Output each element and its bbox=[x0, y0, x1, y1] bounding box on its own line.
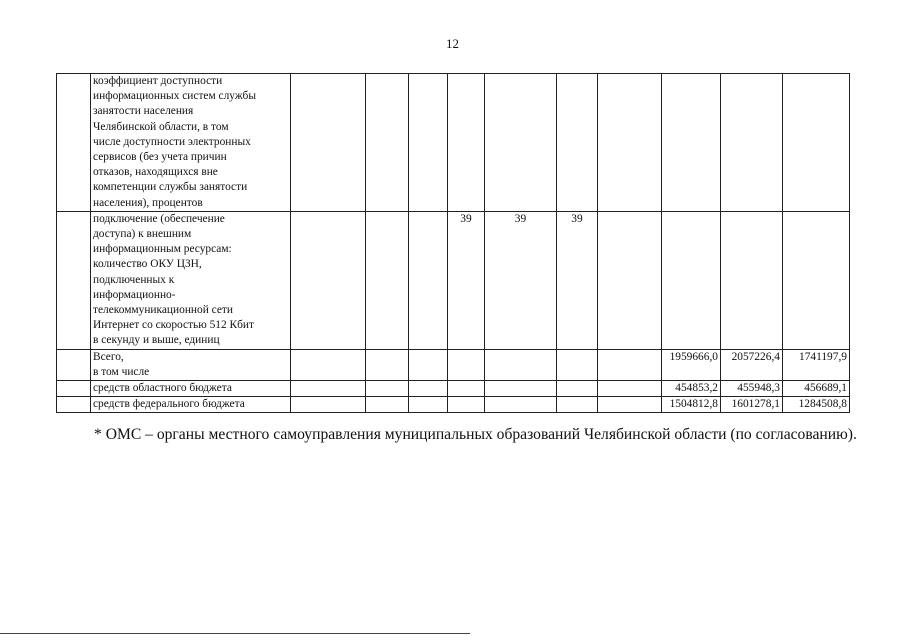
table-row bbox=[57, 397, 850, 413]
index-cell bbox=[57, 74, 91, 212]
amount-cell: 455948,3 bbox=[721, 381, 783, 397]
empty-cell bbox=[366, 74, 409, 212]
empty-cell bbox=[291, 397, 366, 413]
description-line: числе доступности электронных bbox=[93, 135, 251, 148]
description-line: коэффициент доступности bbox=[93, 75, 223, 87]
description-cell bbox=[91, 74, 291, 212]
amount-cell bbox=[783, 211, 850, 349]
description-cell bbox=[91, 381, 291, 397]
empty-cell bbox=[409, 349, 448, 380]
description-line: средств областного бюджета bbox=[93, 382, 232, 395]
description-line: количество ОКУ ЦЗН, bbox=[93, 258, 202, 271]
bottom-scan-rule bbox=[0, 633, 470, 634]
description-line: информационно- bbox=[93, 288, 176, 301]
empty-cell bbox=[366, 211, 409, 349]
count-cell bbox=[557, 381, 598, 397]
description-line: компетенции службы занятости bbox=[93, 181, 248, 194]
empty-cell bbox=[598, 349, 662, 380]
empty-cell bbox=[409, 381, 448, 397]
amount-cell: 454853,2 bbox=[662, 381, 721, 397]
amount-cell: 2057226,4 bbox=[721, 349, 783, 380]
amount-cell bbox=[662, 74, 721, 212]
empty-cell bbox=[409, 397, 448, 413]
footnote: * ОМС – органы местного самоуправления муниципальных образований Челябинской области (по согласованию). bbox=[94, 426, 857, 443]
description-line: средств федерального бюджета bbox=[93, 398, 245, 411]
amount-cell: 1741197,9 bbox=[783, 349, 850, 380]
description-line: доступа) к внешним bbox=[93, 228, 192, 241]
table-body bbox=[57, 74, 850, 413]
description-line: сервисов (без учета причин bbox=[93, 151, 227, 164]
table-row bbox=[57, 74, 850, 212]
description-cell bbox=[91, 349, 291, 380]
empty-cell bbox=[291, 381, 366, 397]
amount-cell: 1601278,1 bbox=[721, 397, 783, 413]
index-cell bbox=[57, 211, 91, 349]
count-cell bbox=[557, 397, 598, 413]
empty-cell bbox=[366, 349, 409, 380]
count-cell bbox=[448, 349, 485, 380]
page-number: 12 bbox=[446, 36, 459, 51]
empty-cell bbox=[409, 74, 448, 212]
count-cell bbox=[485, 397, 557, 413]
amount-cell: 1959666,0 bbox=[662, 349, 721, 380]
empty-cell bbox=[291, 74, 366, 212]
count-cell bbox=[448, 74, 485, 212]
amount-cell: 1504812,8 bbox=[662, 397, 721, 413]
count-cell bbox=[557, 349, 598, 380]
count-cell: 39 bbox=[448, 211, 485, 349]
description-line: Всего, bbox=[93, 350, 124, 363]
index-cell bbox=[57, 349, 91, 380]
description-line: Интернет со скоростью 512 Кбит bbox=[93, 319, 254, 332]
empty-cell bbox=[366, 397, 409, 413]
count-cell bbox=[485, 381, 557, 397]
amount-cell bbox=[721, 211, 783, 349]
count-cell bbox=[448, 397, 485, 413]
empty-cell bbox=[291, 349, 366, 380]
description-line: в секунду и выше, единиц bbox=[93, 334, 220, 347]
index-cell bbox=[57, 397, 91, 413]
amount-cell: 456689,1 bbox=[783, 381, 850, 397]
empty-cell bbox=[598, 381, 662, 397]
index-cell bbox=[57, 381, 91, 397]
count-cell bbox=[485, 349, 557, 380]
empty-cell bbox=[291, 211, 366, 349]
description-line: отказов, находящихся вне bbox=[93, 166, 218, 179]
indicator-table bbox=[56, 73, 850, 413]
table-row bbox=[57, 211, 850, 349]
table-row bbox=[57, 381, 850, 397]
description-cell bbox=[91, 211, 291, 349]
description-line: телекоммуникационной сети bbox=[93, 304, 233, 317]
amount-cell bbox=[662, 211, 721, 349]
empty-cell bbox=[598, 397, 662, 413]
description-cell bbox=[91, 397, 291, 413]
count-cell: 39 bbox=[557, 211, 598, 349]
empty-cell bbox=[598, 74, 662, 212]
description-line: информационных систем службы bbox=[93, 90, 257, 103]
count-cell bbox=[485, 74, 557, 212]
empty-cell bbox=[598, 211, 662, 349]
amount-cell: 1284508,8 bbox=[783, 397, 850, 413]
amount-cell bbox=[721, 74, 783, 212]
description-line: подключение (обеспечение bbox=[93, 212, 225, 225]
description-line: в том числе bbox=[93, 365, 150, 378]
description-line: населения), процентов bbox=[93, 196, 203, 209]
description-line: информационным ресурсам: bbox=[93, 243, 232, 256]
count-cell bbox=[557, 74, 598, 212]
description-line: занятости населения bbox=[93, 105, 194, 118]
description-line: Челябинской области, в том bbox=[93, 120, 229, 133]
description-line: подключенных к bbox=[93, 273, 175, 286]
count-cell: 39 bbox=[485, 211, 557, 349]
table-row bbox=[57, 349, 850, 380]
amount-cell bbox=[783, 74, 850, 212]
empty-cell bbox=[366, 381, 409, 397]
count-cell bbox=[448, 381, 485, 397]
empty-cell bbox=[409, 211, 448, 349]
